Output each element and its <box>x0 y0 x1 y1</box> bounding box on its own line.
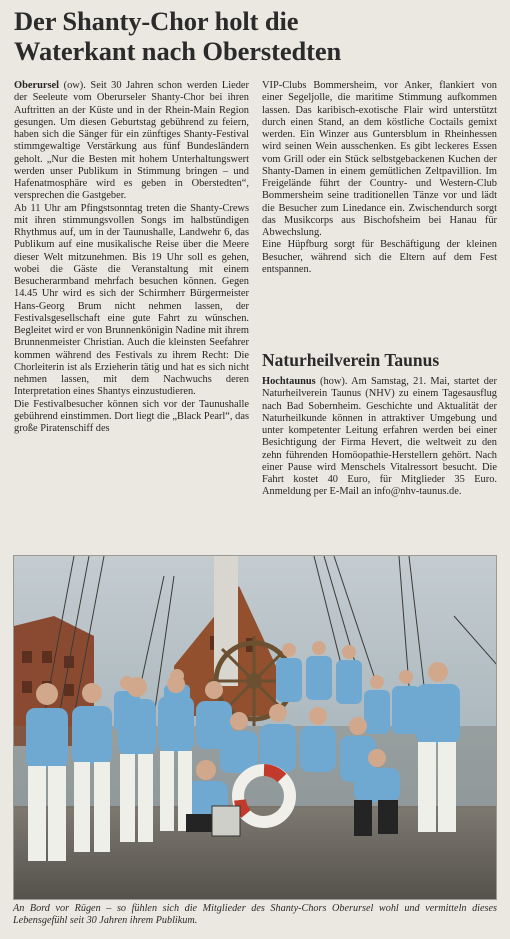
headline-line-1: Der Shanty-Chor holt die <box>14 6 299 36</box>
article-paragraph-3: Die Festivalbesucher können sich vor der Taunushalle gebührend einstimmen. Dort liegt die „Black Pearl“, das große Piratenschiff des <box>14 398 249 434</box>
article-paragraph-4: VIP-Clubs Bommersheim, vor Anker, flankiert von einer Segeljolle, die maritime Stimmung aufkommen lassen. Das karibisch-exotische Flair wird unterstützt durch einen Stand, an dem köstliche Coctails gemixt werden. Ein Winzer aus Guntersblum in Rheinhessen wird seinen Wein ausschenken. Es gibt leckeres Essen vom Grill oder ein Stück selbstgebackenen Kuchen der Shanty-Damen in einem gemütlichen Zeltpavillion. Im Freigelände führt der Country- und Western-Club Bommersheim seine traditionellen Tänze vor und lädt die Besucher zum Linedance ein. Zwischendurch sorgt das Musikcorps aus Bischofsheim bei Hanau für Abwechslung. <box>262 80 497 238</box>
article-paragraph-2: Ab 11 Uhr am Pfingstsonntag treten die Shanty-Crews mit ihren stimmungsvollen Songs im halbstündigen Rhythmus auf, um in der Taunushalle, Landwehr 6, das Publikum auf eine musikalische Reise über die Meere dieser Welt mitzunehmen. Bis 19 Uhr soll es gehen, wobei die Gäste die Veranstaltung mit einem Besucherarmband mehrfach besuchen können. Gegen 14.45 Uhr wird es sich der Schirmherr Bürgermeister Hans-Georg Brum nicht nehmen lassen, der Festivalsgesellschaft eine gute Fahrt zu wünschen. Begleitet wird er von Brunnenkönigin Nadine mit ihrem Brunnenmeister Christian. Auch die kleinsten Seefahrer kommen während des Festivals zu ihrem Recht: Die Chorleiterin ist als Erzieherin tätig und hat es sich nicht nehmen lassen, mit dem Nachwuchs deren Interpretation eines Shantys einzustudieren. <box>14 202 249 398</box>
choir-photo-illustration <box>14 556 497 900</box>
second-article-headline: Naturheilverein Taunus <box>262 350 440 370</box>
article-dateline: Oberursel <box>14 80 60 91</box>
choir-photo <box>13 555 497 900</box>
second-article-dateline: Hochtaunus <box>262 376 316 387</box>
article-column-left <box>14 80 249 435</box>
second-article-body <box>262 376 497 499</box>
second-article-paragraph <box>262 376 497 499</box>
paragraph-text: (ow). Seit 30 Jahren schon werden Lieder der Seeleute vom Oberurseler Shanty-Chor bei ihren Auftritten an der Küste und in der Rhein-Main Region gesungen. Um diesen Geburtstag gebührend zu feiern, haben sich die Sänger für ein zünftiges Shanty-Festival stimmgewaltige Verstärkung aus fünf Bundesländern geholt. „Nur die Besten mit hohem Unterhaltungswert werden unser Publikum in Stimmung bringen – und Hafenatmosphäre wird es geben in Oberstedten“, versprechen die Gastgeber. <box>14 80 249 202</box>
article-headline <box>14 6 496 66</box>
paragraph-text: (how). Am Samstag, 21. Mai, startet der Naturheilverein Taunus (NHV) zu einem Tagesausflug nach Bad Sobernheim. Geschichte und Aktualität der Naturheilkunde können in attraktiver Umgebung und unter kompetenter Leitung erfahren werden bei einer Besichtigung der Firma Hevert, die weltweit zu den zehn führenden Homöopathie-Herstellern gehört. Nach einer Pause wird Menschels Vitalressort besucht. Die Fahrt kostet 40 Euro, für Mitglieder 35 Euro. Anmeldung per E-Mail an info@nhv-taunus.de. <box>262 376 497 498</box>
article-paragraph-1 <box>14 80 249 203</box>
article-paragraph-5: Eine Hüpfburg sorgt für Beschäftigung der kleinen Besucher, während sich die Eltern auf dem Fest entspannen. <box>262 239 497 275</box>
photo-caption: An Bord vor Rügen – so fühlen sich die Mitglieder des Shanty-Chors Oberursel wohl und vermitteln dieses Lebensgefühl seit 30 Jahren ihrem Publikum. <box>13 903 497 927</box>
article-column-right <box>262 80 497 276</box>
accordion <box>212 806 240 836</box>
headline-line-2: Waterkant nach Oberstedten <box>14 36 342 66</box>
